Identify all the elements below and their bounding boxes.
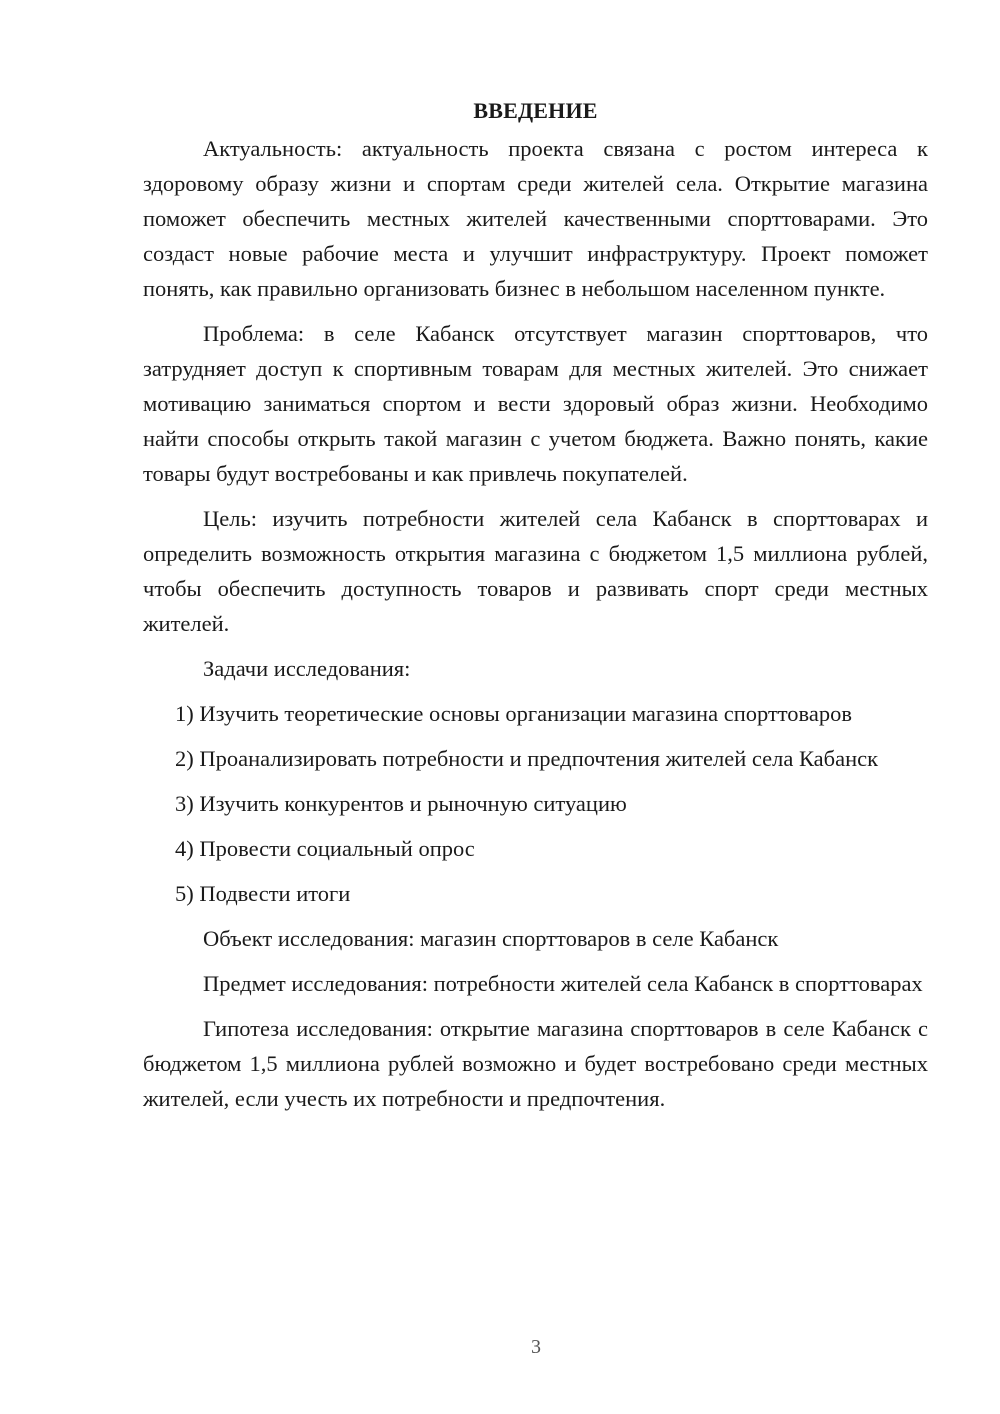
goal-paragraph: Цель: изучить потребности жителей села Кабанск в спорттоварах и определить возможность открытия магазина с бюджетом 1,5 миллиона рублей, чтобы обеспечить доступность товаров и развивать спорт среди местных жителей.: [143, 506, 928, 636]
tasks-heading: Задачи исследования:: [203, 656, 411, 681]
task-item-5: 5) Подвести итоги: [175, 881, 351, 906]
object-paragraph: Объект исследования: магазин спорттоваров в селе Кабанск: [203, 926, 779, 951]
page-content: [143, 93, 928, 1126]
task-item-3: 3) Изучить конкурентов и рыночную ситуацию: [175, 791, 627, 816]
problem-paragraph: Проблема: в селе Кабанск отсутствует магазин спорттоваров, что затрудняет доступ к спортивным товарам для местных жителей. Это снижает мотивацию заниматься спортом и вести здоровый образ жизни. Необходимо найти способы открыть такой магазин с учетом бюджета. Важно понять, какие товары будут востребованы и как привлечь покупателей.: [143, 321, 928, 486]
subject-paragraph: Предмет исследования: потребности жителей села Кабанск в спорттоварах: [203, 971, 923, 996]
task-item-2: 2) Проанализировать потребности и предпочтения жителей села Кабанск: [175, 746, 879, 771]
section-title: ВВЕДЕНИЕ: [473, 98, 598, 123]
task-item-4: 4) Провести социальный опрос: [175, 836, 475, 861]
hypothesis-paragraph: Гипотеза исследования: открытие магазина спорттоваров в селе Кабанск с бюджетом 1,5 миллиона рублей возможно и будет востребовано среди местных жителей, если учесть их потребности и предпочтения.: [143, 1016, 928, 1111]
page-number: 3: [531, 1336, 541, 1358]
relevance-paragraph: Актуальность: актуальность проекта связана с ростом интереса к здоровому образу жизни и спортам среди жителей села. Открытие магазина поможет обеспечить местных жителей качественными спорттоварами. Это создаст новые рабочие места и улучшит инфраструктуру. Проект поможет понять, как правильно организовать бизнес в небольшом населенном пункте.: [143, 136, 928, 301]
task-item-1: 1) Изучить теоретические основы организации магазина спорттоваров: [175, 701, 852, 726]
